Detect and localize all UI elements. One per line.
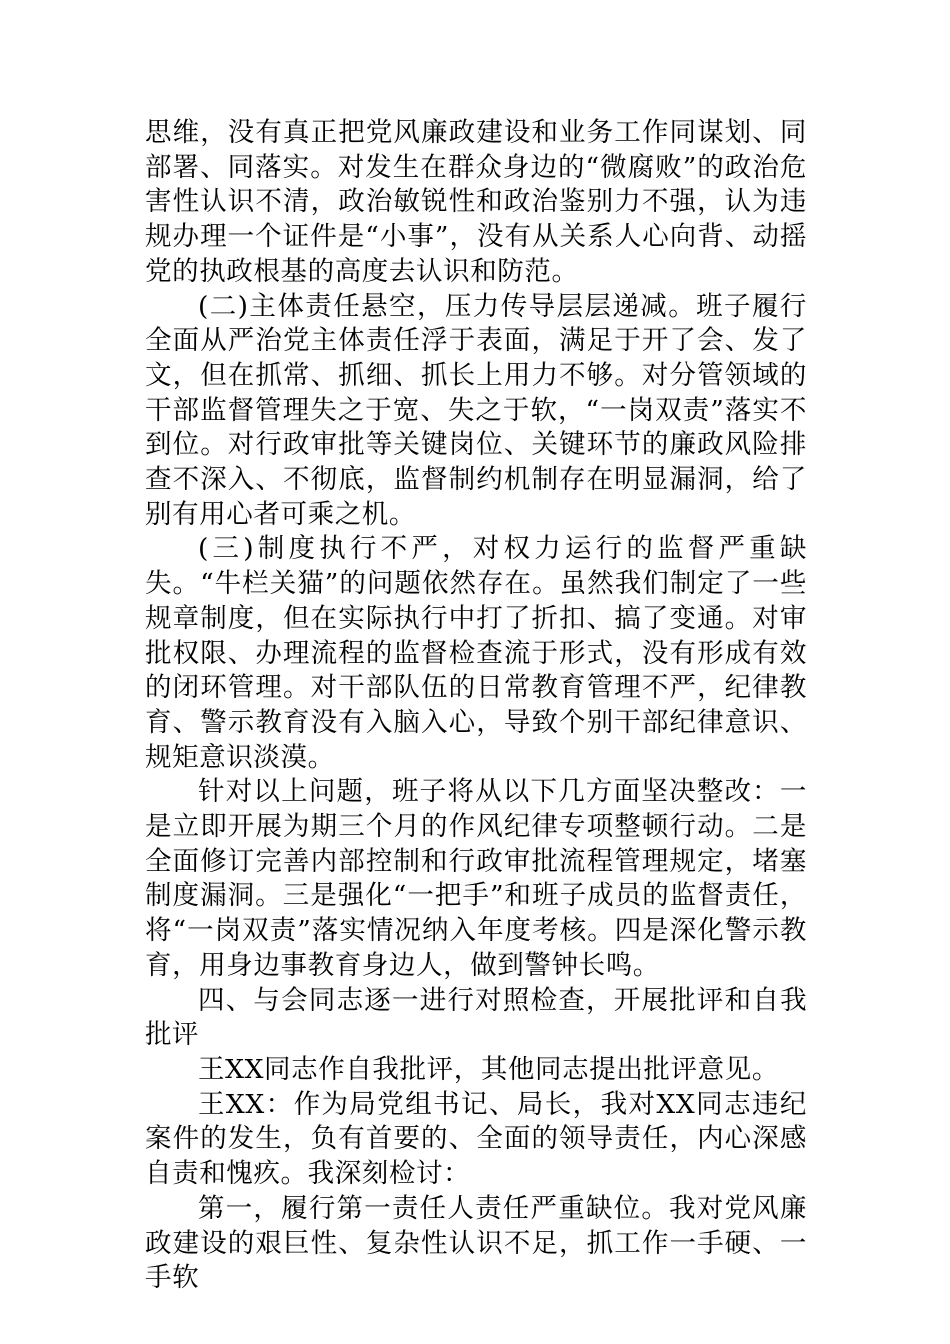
- paragraph-section-three: (三)制度执行不严，对权力运行的监督严重缺失。“牛栏关猫”的问题依然存在。虽然我们制定了一些规章制度，但在实际执行中打了折扣、搞了变通。对审批权限、办理流程的监督检查流于形式，没有形成有效的闭环管理。对干部队伍的日常教育管理不严，纪律教育、警示教育没有入脑入心，导致个别干部纪律意识、规矩意识淡漠。: [145, 533, 807, 773]
- paragraph-first-point: 第一，履行第一责任人责任严重缺位。我对党风廉政建设的艰巨性、复杂性认识不足，抓工作一手硬、一手软: [145, 1192, 807, 1294]
- paragraph-rectification: 针对以上问题，班子将从以下几方面坚决整改：一是立即开展为期三个月的作风纪律专项整顿行动。二是全面修订完善内部控制和行政审批流程管理规定，堵塞制度漏洞。三是强化“一把手”和班子成员的监督责任，将“一岗双责”落实情况纳入年度考核。四是深化警示教育，用身边事教育身边人，做到警钟长鸣。: [145, 776, 807, 981]
- paragraph-self-criticism-intro: 王XX同志作自我批评，其他同志提出批评意见。: [198, 1053, 779, 1085]
- document-body: [145, 116, 807, 1296]
- paragraph-continuation: 思维，没有真正把党风廉政建设和业务工作同谋划、同部署、同落实。对发生在群众身边的“微腐败”的政治危害性认识不清，政治敏锐性和政治鉴别力不强，认为违规办理一个证件是“小事”，没有从关系人心向背、动摇党的执政根基的高度去认识和防范。: [145, 117, 807, 287]
- section-heading-four: 四、与会同志逐一进行对照检查，开展批评和自我批评: [145, 984, 807, 1051]
- paragraph-wang-statement: 王XX：作为局党组书记、局长，我对XX同志违纪案件的发生，负有首要的、全面的领导责任，内心深感自责和愧疚。我深刻检讨：: [145, 1088, 807, 1190]
- paragraph-section-two: (二)主体责任悬空，压力传导层层递减。班子履行全面从严治党主体责任浮于表面，满足于开了会、发了文，但在抓常、抓细、抓长上用力不够。对分管领域的干部监督管理失之于宽、失之于软，“一岗双责”落实不到位。对行政审批等关键岗位、关键环节的廉政风险排查不深入、不彻底，监督制约机制存在明显漏洞，给了别有用心者可乘之机。: [145, 290, 807, 530]
